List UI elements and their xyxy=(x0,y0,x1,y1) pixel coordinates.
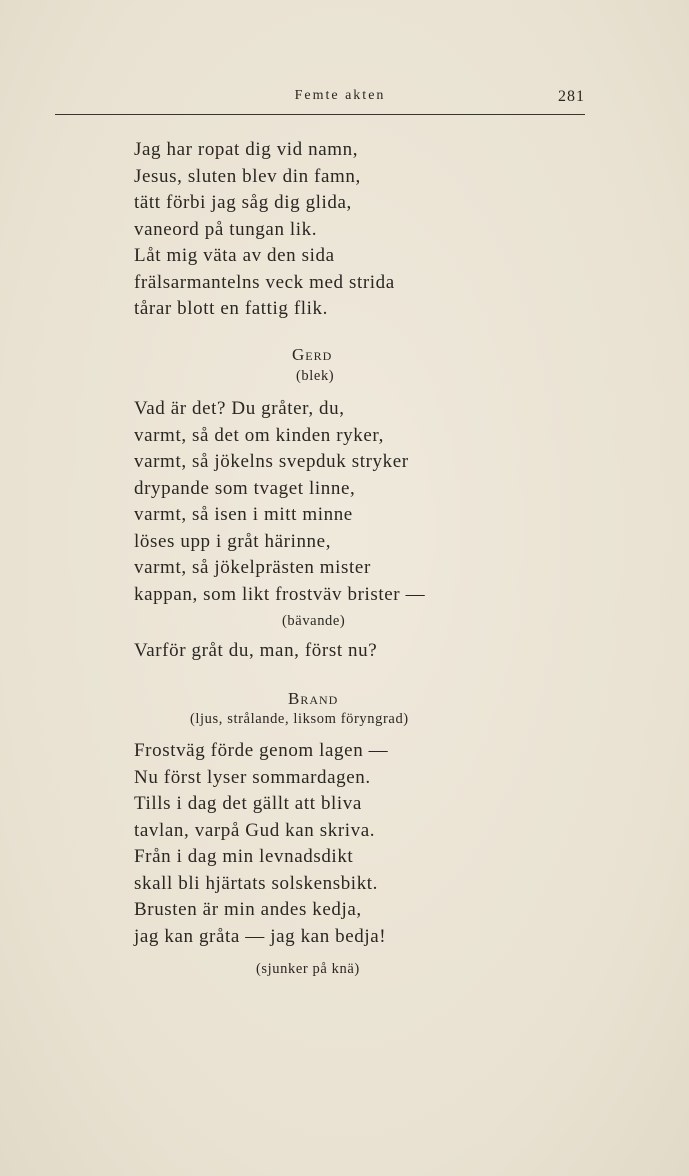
verse-line: tätt förbi jag såg dig glida, xyxy=(134,192,352,213)
stage-direction-bavande: (bävande) xyxy=(282,613,346,629)
verse-line: Jesus, sluten blev din famn, xyxy=(134,165,361,187)
stage-direction-blek: (blek) xyxy=(296,368,335,384)
verse-line: Frostväg förde genom lagen — xyxy=(134,740,389,761)
verse-line: Nu först lyser sommardagen. xyxy=(134,766,371,788)
verse-line: varmt, så jökelns svepduk stryker xyxy=(134,451,409,472)
page-number: 281 xyxy=(558,88,585,105)
verse-line: Jag har ropat dig vid namn, xyxy=(134,139,359,160)
brand-speech xyxy=(134,738,388,950)
stage-direction-ljus: (ljus, strålande, liksom föryngrad) xyxy=(190,711,409,727)
verse-line: tavlan, varpå Gud kan skriva. xyxy=(134,819,376,841)
page-header xyxy=(55,88,585,114)
verse-line: Varför gråt du, man, först nu? xyxy=(134,640,378,661)
stanza-1 xyxy=(134,137,395,323)
verse-line: varmt, så isen i mitt minne xyxy=(134,504,353,525)
verse-line: frälsarmantelns veck med strida xyxy=(134,271,395,293)
verse-line: Brusten är min andes kedja, xyxy=(134,899,362,920)
speaker-gerd: Gerd xyxy=(292,345,333,364)
verse-line: Från i dag min levnadsdikt xyxy=(134,846,354,867)
verse-line: tårar blott en fattig flik. xyxy=(134,298,329,319)
verse-line: Vad är det? Du gråter, du, xyxy=(134,398,345,419)
verse-line: kappan, som likt frostväv brister — xyxy=(134,583,426,605)
gerd-last-line xyxy=(134,638,377,665)
gerd-speech xyxy=(134,396,425,608)
verse-line: drypande som tvaget linne, xyxy=(134,477,356,499)
verse-line: vaneord på tungan lik. xyxy=(134,218,318,240)
verse-line: Låt mig väta av den sida xyxy=(134,245,335,266)
running-head: Femte akten xyxy=(294,88,386,103)
verse-line: varmt, så jökelprästen mister xyxy=(134,557,371,578)
verse-line: skall bli hjärtats solskensbikt. xyxy=(134,872,379,894)
verse-line: löses upp i gråt härinne, xyxy=(134,530,332,552)
verse-line: varmt, så det om kinden ryker, xyxy=(134,424,384,446)
verse-line: jag kan gråta — jag kan bedja! xyxy=(134,925,387,947)
verse-line: Tills i dag det gällt att bliva xyxy=(134,793,362,814)
stage-direction-sjunker: (sjunker på knä) xyxy=(256,961,360,977)
speaker-brand: Brand xyxy=(288,689,339,708)
header-rule xyxy=(55,114,585,115)
